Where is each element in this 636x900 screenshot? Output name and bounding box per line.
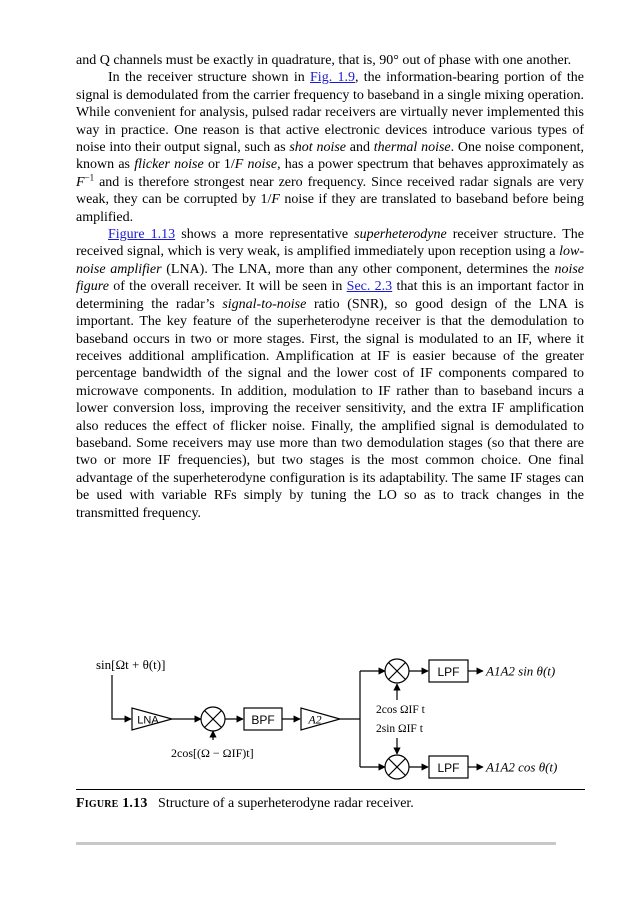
paragraph-3: Figure 1.13 shows a more representative superheterodyne receiver structure. The received signal, which is very weak, is amplified immediately upon reception using a low-noise amplifier (LNA). The LNA, more than any other component, determines the noise figure of the overall receiver. It will be seen in Sec. 2.3 that this is an important factor in determining the radar’s signal-to-noise ratio (SNR), so good design of the LNA is important. The key feature of the superheterodyne receiver is that the demodulation to baseband occurs in two or more stages. First, the signal is modulated to an IF, where it receives additional amplification. Amplification at IF is easier because of the greater percentage bandwidth of the signal and the lower cost of IF components compared to microwave components. In addition, modulation to IF rather than to baseband incurs a lower conversion loss, improving the receiver sensitivity, and the extra IF amplification also reduces the effect of flicker noise. Finally, the amplified signal is demodulated to baseband. Some receivers may use more than two demodulation stages (so that there are two or more IF frequencies), but two stages is the most common choice. One final advantage of the superheterodyne configuration is its adaptability. The same IF stages can be used with variable RFs simply by tuning the LO so as to track changes in the transmitted frequency. bbox=[76, 227, 584, 521]
caption-label: Figure 1.13 bbox=[76, 796, 148, 811]
term-shot-noise: shot noise bbox=[289, 140, 347, 156]
body-text bbox=[76, 52, 584, 522]
lna-label: LNA bbox=[137, 714, 159, 727]
receiver-diagram-svg bbox=[76, 640, 586, 790]
link-figure-1-13[interactable]: Figure 1.13 bbox=[108, 227, 176, 243]
term-signal-to-noise: signal-to-noise bbox=[222, 296, 307, 312]
link-sec-2-3[interactable]: Sec. 2.3 bbox=[346, 279, 393, 295]
lpf-q-label: LPF bbox=[437, 761, 460, 775]
link-fig-1-9[interactable]: Fig. 1.9 bbox=[310, 70, 355, 86]
exponent: −1 bbox=[84, 172, 95, 183]
figure-caption bbox=[76, 795, 584, 812]
term-low-noise-amplifier: low-noise amplifier bbox=[76, 244, 584, 277]
lo-q-label: 2sin ΩIF t bbox=[376, 723, 423, 735]
bpf-label: BPF bbox=[251, 713, 275, 727]
input-signal-label: sin[Ωt + θ(t)] bbox=[96, 657, 166, 672]
input-line bbox=[112, 675, 131, 719]
footer-rule bbox=[76, 842, 556, 845]
lpf-i-label: LPF bbox=[437, 665, 460, 679]
caption-rule bbox=[76, 789, 585, 790]
receiver-diagram bbox=[76, 640, 586, 790]
term-superheterodyne: superheterodyne bbox=[354, 227, 447, 243]
term-thermal-noise: thermal noise bbox=[373, 140, 451, 156]
caption-text: Structure of a superheterodyne radar receiver. bbox=[158, 796, 414, 811]
output-i-label: A1A2 sin θ(t) bbox=[486, 663, 556, 679]
paragraph-1: and Q channels must be exactly in quadrature, that is, 90° out of phase with one another. bbox=[76, 53, 572, 68]
if-amp-label: A2 bbox=[308, 712, 322, 727]
lo-i-label: 2cos ΩIF t bbox=[376, 704, 425, 716]
term-flicker-noise: flicker noise bbox=[134, 157, 204, 173]
lo1-label: 2cos[(Ω − ΩIF)t] bbox=[171, 746, 254, 760]
paragraph-2: In the receiver structure shown in Fig. 1.9, the information-bearing portion of the signal is demodulated from the carrier frequency to baseband in a single mixing operation. While convenient for analysis, pulsed radar receivers are virtually never implemented this way in practice. One reason is that active electronic devices introduce various types of noise into their output signal, such as shot noise and thermal noise. One noise component, known as flicker noise or 1/F noise, has a power spectrum that behaves approximately as $F^{-1}$ and is therefore strongest near zero frequency. Since received radar signals are very weak, they can be corrupted by 1/F noise if they are translated to baseband before being amplified. bbox=[76, 70, 585, 225]
output-q-label: A1A2 cos θ(t) bbox=[486, 759, 558, 775]
term-noise-figure: noise figure bbox=[76, 261, 584, 295]
